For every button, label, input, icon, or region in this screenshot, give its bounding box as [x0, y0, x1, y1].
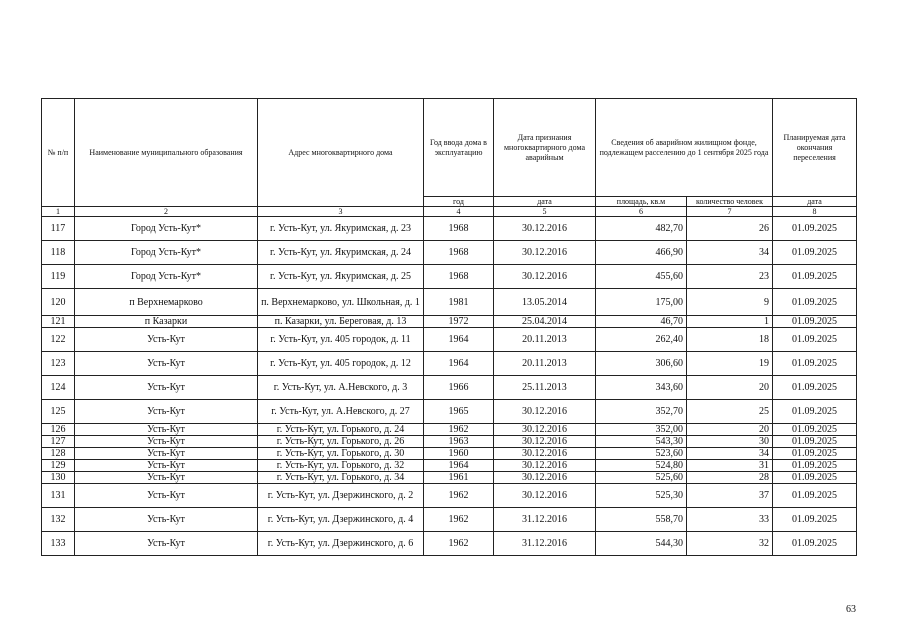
people-cell: 37 [687, 484, 773, 508]
date-cell: 30.12.2016 [494, 400, 596, 424]
column-number: 4 [424, 207, 494, 217]
header-year: Год ввода дома в эксплуатацию [424, 99, 494, 197]
row-number: 117 [42, 217, 75, 241]
header-municipality: Наименование муниципального образования [75, 99, 258, 207]
people-cell: 34 [687, 448, 773, 460]
row-number: 125 [42, 400, 75, 424]
subheader-date: дата [494, 197, 596, 207]
table-row [42, 424, 857, 436]
municipality-cell: Усть-Кут [75, 352, 258, 376]
area-cell: 525,30 [596, 484, 687, 508]
table-row [42, 448, 857, 460]
table-row [42, 328, 857, 352]
year-cell: 1962 [424, 508, 494, 532]
year-cell: 1962 [424, 532, 494, 556]
planned-date-cell: 01.09.2025 [773, 484, 857, 508]
planned-date-cell: 01.09.2025 [773, 460, 857, 472]
area-cell: 46,70 [596, 316, 687, 328]
people-cell: 19 [687, 352, 773, 376]
year-cell: 1964 [424, 460, 494, 472]
subheader-planned: дата [773, 197, 857, 207]
address-cell: г. Усть-Кут, ул. Дзержинского, д. 4 [258, 508, 424, 532]
planned-date-cell: 01.09.2025 [773, 532, 857, 556]
address-cell: г. Усть-Кут, ул. Горького, д. 26 [258, 436, 424, 448]
row-number: 130 [42, 472, 75, 484]
planned-date-cell: 01.09.2025 [773, 448, 857, 460]
area-cell: 524,80 [596, 460, 687, 472]
header-num: № п/п [42, 99, 75, 207]
table-row [42, 265, 857, 289]
row-number: 131 [42, 484, 75, 508]
housing-table [41, 98, 857, 556]
column-number: 5 [494, 207, 596, 217]
people-cell: 33 [687, 508, 773, 532]
area-cell: 543,30 [596, 436, 687, 448]
header-address: Адрес многоквартирного дома [258, 99, 424, 207]
page-number: 63 [846, 604, 856, 615]
row-number: 121 [42, 316, 75, 328]
address-cell: г. Усть-Кут, ул. Дзержинского, д. 2 [258, 484, 424, 508]
planned-date-cell: 01.09.2025 [773, 241, 857, 265]
row-number: 133 [42, 532, 75, 556]
people-cell: 26 [687, 217, 773, 241]
header-date: Дата признания многоквартирного дома аварийным [494, 99, 596, 197]
area-cell: 558,70 [596, 508, 687, 532]
planned-date-cell: 01.09.2025 [773, 436, 857, 448]
planned-date-cell: 01.09.2025 [773, 508, 857, 532]
table-row [42, 532, 857, 556]
year-cell: 1964 [424, 352, 494, 376]
people-cell: 23 [687, 265, 773, 289]
planned-date-cell: 01.09.2025 [773, 424, 857, 436]
table-row [42, 508, 857, 532]
date-cell: 30.12.2016 [494, 484, 596, 508]
area-cell: 523,60 [596, 448, 687, 460]
table-row [42, 472, 857, 484]
table-row [42, 289, 857, 316]
date-cell: 30.12.2016 [494, 424, 596, 436]
date-cell: 30.12.2016 [494, 265, 596, 289]
row-number: 128 [42, 448, 75, 460]
address-cell: п. Верхнемарково, ул. Школьная, д. 1 [258, 289, 424, 316]
people-cell: 20 [687, 424, 773, 436]
people-cell: 30 [687, 436, 773, 448]
subheader-year: год [424, 197, 494, 207]
area-cell: 352,00 [596, 424, 687, 436]
area-cell: 343,60 [596, 376, 687, 400]
address-cell: г. Усть-Кут, ул. Якуримская, д. 23 [258, 217, 424, 241]
area-cell: 352,70 [596, 400, 687, 424]
date-cell: 20.11.2013 [494, 328, 596, 352]
subheader-area: площадь, кв.м [596, 197, 687, 207]
table-row [42, 400, 857, 424]
table-row [42, 376, 857, 400]
address-cell: г. Усть-Кут, ул. Якуримская, д. 25 [258, 265, 424, 289]
subheader-people: количество человек [687, 197, 773, 207]
table-row [42, 352, 857, 376]
year-cell: 1972 [424, 316, 494, 328]
people-cell: 20 [687, 376, 773, 400]
people-cell: 31 [687, 460, 773, 472]
row-number: 124 [42, 376, 75, 400]
date-cell: 31.12.2016 [494, 532, 596, 556]
municipality-cell: Усть-Кут [75, 328, 258, 352]
people-cell: 25 [687, 400, 773, 424]
people-cell: 18 [687, 328, 773, 352]
row-number: 126 [42, 424, 75, 436]
date-cell: 25.04.2014 [494, 316, 596, 328]
year-cell: 1966 [424, 376, 494, 400]
row-number: 122 [42, 328, 75, 352]
area-cell: 306,60 [596, 352, 687, 376]
area-cell: 525,60 [596, 472, 687, 484]
column-number: 7 [687, 207, 773, 217]
row-number: 118 [42, 241, 75, 265]
municipality-cell: Город Усть-Кут* [75, 217, 258, 241]
planned-date-cell: 01.09.2025 [773, 289, 857, 316]
year-cell: 1963 [424, 436, 494, 448]
planned-date-cell: 01.09.2025 [773, 328, 857, 352]
planned-date-cell: 01.09.2025 [773, 316, 857, 328]
municipality-cell: Усть-Кут [75, 448, 258, 460]
year-cell: 1965 [424, 400, 494, 424]
municipality-cell: Усть-Кут [75, 424, 258, 436]
date-cell: 30.12.2016 [494, 472, 596, 484]
year-cell: 1964 [424, 328, 494, 352]
municipality-cell: Город Усть-Кут* [75, 241, 258, 265]
row-number: 132 [42, 508, 75, 532]
date-cell: 13.05.2014 [494, 289, 596, 316]
year-cell: 1961 [424, 472, 494, 484]
municipality-cell: Усть-Кут [75, 484, 258, 508]
address-cell: г. Усть-Кут, ул. Горького, д. 30 [258, 448, 424, 460]
people-cell: 34 [687, 241, 773, 265]
planned-date-cell: 01.09.2025 [773, 472, 857, 484]
municipality-cell: Усть-Кут [75, 508, 258, 532]
address-cell: п. Казарки, ул. Береговая, д. 13 [258, 316, 424, 328]
date-cell: 30.12.2016 [494, 448, 596, 460]
row-number: 129 [42, 460, 75, 472]
date-cell: 30.12.2016 [494, 460, 596, 472]
planned-date-cell: 01.09.2025 [773, 265, 857, 289]
date-cell: 31.12.2016 [494, 508, 596, 532]
planned-date-cell: 01.09.2025 [773, 352, 857, 376]
header-info: Сведения об аварийном жилищном фонде, подлежащем расселению до 1 сентября 2025 года [596, 99, 773, 197]
people-cell: 9 [687, 289, 773, 316]
address-cell: г. Усть-Кут, ул. Горького, д. 32 [258, 460, 424, 472]
row-number: 120 [42, 289, 75, 316]
year-cell: 1968 [424, 217, 494, 241]
table-row [42, 316, 857, 328]
municipality-cell: Усть-Кут [75, 400, 258, 424]
row-number: 127 [42, 436, 75, 448]
column-number: 8 [773, 207, 857, 217]
planned-date-cell: 01.09.2025 [773, 400, 857, 424]
area-cell: 482,70 [596, 217, 687, 241]
date-cell: 30.12.2016 [494, 217, 596, 241]
municipality-cell: Усть-Кут [75, 436, 258, 448]
table-row [42, 217, 857, 241]
people-cell: 28 [687, 472, 773, 484]
planned-date-cell: 01.09.2025 [773, 376, 857, 400]
municipality-cell: Город Усть-Кут* [75, 265, 258, 289]
date-cell: 25.11.2013 [494, 376, 596, 400]
column-number: 3 [258, 207, 424, 217]
year-cell: 1968 [424, 241, 494, 265]
date-cell: 20.11.2013 [494, 352, 596, 376]
table-row [42, 460, 857, 472]
address-cell: г. Усть-Кут, ул. Якуримская, д. 24 [258, 241, 424, 265]
planned-date-cell: 01.09.2025 [773, 217, 857, 241]
area-cell: 455,60 [596, 265, 687, 289]
table-row [42, 484, 857, 508]
municipality-cell: Усть-Кут [75, 532, 258, 556]
municipality-cell: п Казарки [75, 316, 258, 328]
address-cell: г. Усть-Кут, ул. Дзержинского, д. 6 [258, 532, 424, 556]
year-cell: 1962 [424, 484, 494, 508]
date-cell: 30.12.2016 [494, 436, 596, 448]
address-cell: г. Усть-Кут, ул. А.Невского, д. 3 [258, 376, 424, 400]
people-cell: 32 [687, 532, 773, 556]
date-cell: 30.12.2016 [494, 241, 596, 265]
people-cell: 1 [687, 316, 773, 328]
address-cell: г. Усть-Кут, ул. 405 городок, д. 11 [258, 328, 424, 352]
municipality-cell: Усть-Кут [75, 460, 258, 472]
column-number: 6 [596, 207, 687, 217]
year-cell: 1981 [424, 289, 494, 316]
year-cell: 1962 [424, 424, 494, 436]
row-number: 123 [42, 352, 75, 376]
column-number: 2 [75, 207, 258, 217]
year-cell: 1968 [424, 265, 494, 289]
municipality-cell: Усть-Кут [75, 472, 258, 484]
address-cell: г. Усть-Кут, ул. 405 городок, д. 12 [258, 352, 424, 376]
address-cell: г. Усть-Кут, ул. Горького, д. 24 [258, 424, 424, 436]
municipality-cell: п Верхнемарково [75, 289, 258, 316]
area-cell: 544,30 [596, 532, 687, 556]
area-cell: 175,00 [596, 289, 687, 316]
year-cell: 1960 [424, 448, 494, 460]
table-row [42, 436, 857, 448]
header-planned: Планируемая дата окончания переселения [773, 99, 857, 197]
municipality-cell: Усть-Кут [75, 376, 258, 400]
table-row [42, 241, 857, 265]
area-cell: 262,40 [596, 328, 687, 352]
column-number: 1 [42, 207, 75, 217]
area-cell: 466,90 [596, 241, 687, 265]
address-cell: г. Усть-Кут, ул. Горького, д. 34 [258, 472, 424, 484]
row-number: 119 [42, 265, 75, 289]
address-cell: г. Усть-Кут, ул. А.Невского, д. 27 [258, 400, 424, 424]
